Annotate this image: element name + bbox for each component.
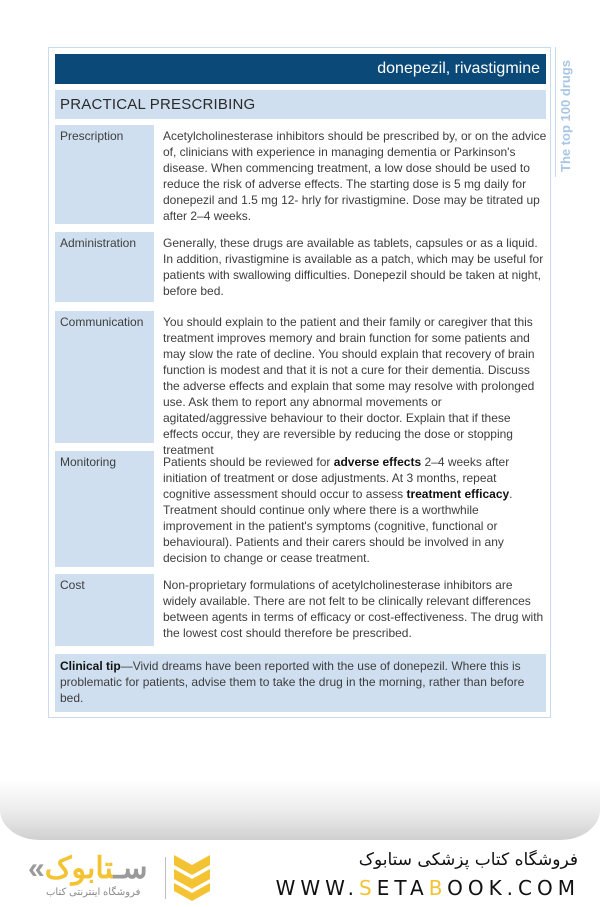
url-part: WWW. — [275, 876, 360, 900]
row-label-administration: Administration — [55, 232, 154, 302]
row-text-monitoring — [163, 451, 547, 566]
store-logo — [28, 853, 208, 903]
monitoring-text-1: Patients should be reviewed for — [163, 455, 334, 469]
page-shadow — [0, 780, 600, 840]
row-text-administration: Generally, these drugs are available as tablets, capsules or as a liquid. In addition, rivastigmine is available as a patch, which may be useful for patients with swallowing difficulties. Donepezil should be taken at night, before bed. — [163, 236, 544, 298]
logo-subtitle: فروشگاه اینترنتی کتاب — [46, 887, 141, 898]
url-part-accent: S — [359, 876, 377, 900]
clinical-tip-box — [55, 654, 546, 712]
monitoring-emphasis-adverse-effects: adverse effects — [333, 455, 422, 469]
section-title: PRACTICAL PRESCRIBING — [55, 90, 546, 119]
row-label-communication: Communication — [55, 311, 154, 443]
row-text-cost: Non-proprietary formulations of acetylcholinesterase inhibitors are widely available. There are not felt to be clinically relevant differences between agents in terms of efficacy or cost-effectiveness. The drug with the lowest cost should therefore be prescribed. — [163, 578, 544, 640]
side-tab-label: The top 100 drugs — [558, 60, 573, 172]
monitoring-emphasis-treatment-efficacy: treatment efficacy — [406, 487, 510, 501]
logo-divider — [165, 857, 166, 899]
row-text-prescription: Acetylcholinesterase inhibitors should be prescribed by, or on the advice of, clinicians with experience in managing dementia or Parkinson's disease. When commencing treatment, a low dose should be used to reduce the risk of adverse effects. The starting dose is 5 mg daily for donepezil and 1.5 mg 12- hrly for rivastigmine. Dose may be titrated up after 2–4 weeks. — [163, 129, 547, 223]
logo-wordmark — [28, 853, 148, 885]
row-label-cost: Cost — [55, 574, 154, 646]
url-part: OOK.COM — [447, 876, 580, 900]
store-url[interactable] — [276, 876, 580, 900]
monitoring-text-3: . Treatment should continue only where there is a worthwhile improvement in the patient's symptoms (cognitive, functional or behavioural). Patients and their carers should be involved in any decision to change or cease treatment. — [163, 487, 513, 565]
url-part: ETA — [376, 876, 429, 900]
drug-name-header: donepezil, rivastigmine — [55, 54, 546, 84]
row-text-communication: You should explain to the patient and their family or caregiver that this treatment improves memory and brain function for some patients and may slow the rate of decline. You should explain that recovery of brain function is modest and that it is not a cure for their dementia. Discuss the adverse effects and explain that some may resolve with prolonged use. Ask them to report any abnormal movements or agitated/aggressive behaviour to their doctor. Explain that if these effects occur, they are reversible by reducing the dose or stopping treatment — [163, 315, 535, 457]
row-label-prescription: Prescription — [55, 125, 154, 224]
row-label-monitoring: Monitoring — [55, 451, 154, 567]
chevron-logo-icon — [174, 853, 210, 901]
logo-wordmark-gray: «سـ — [28, 852, 148, 885]
logo-wordmark-accent: تابوک — [44, 852, 114, 885]
clinical-tip-label: Clinical tip — [60, 659, 121, 673]
monitoring-text-2: 2–4 weeks after initiation of treatment or dose adjustments. At 3 months, repeat cognitive assessment should occur to assess — [163, 455, 510, 501]
store-title: فروشگاه کتاب پزشکی ستابوک — [358, 850, 578, 870]
url-part-accent: B — [428, 876, 448, 900]
clinical-tip-text: —Vivid dreams have been reported with the use of donepezil. Where this is problematic for patients, advise them to take the drug in the morning, rather than before bed. — [60, 659, 525, 705]
